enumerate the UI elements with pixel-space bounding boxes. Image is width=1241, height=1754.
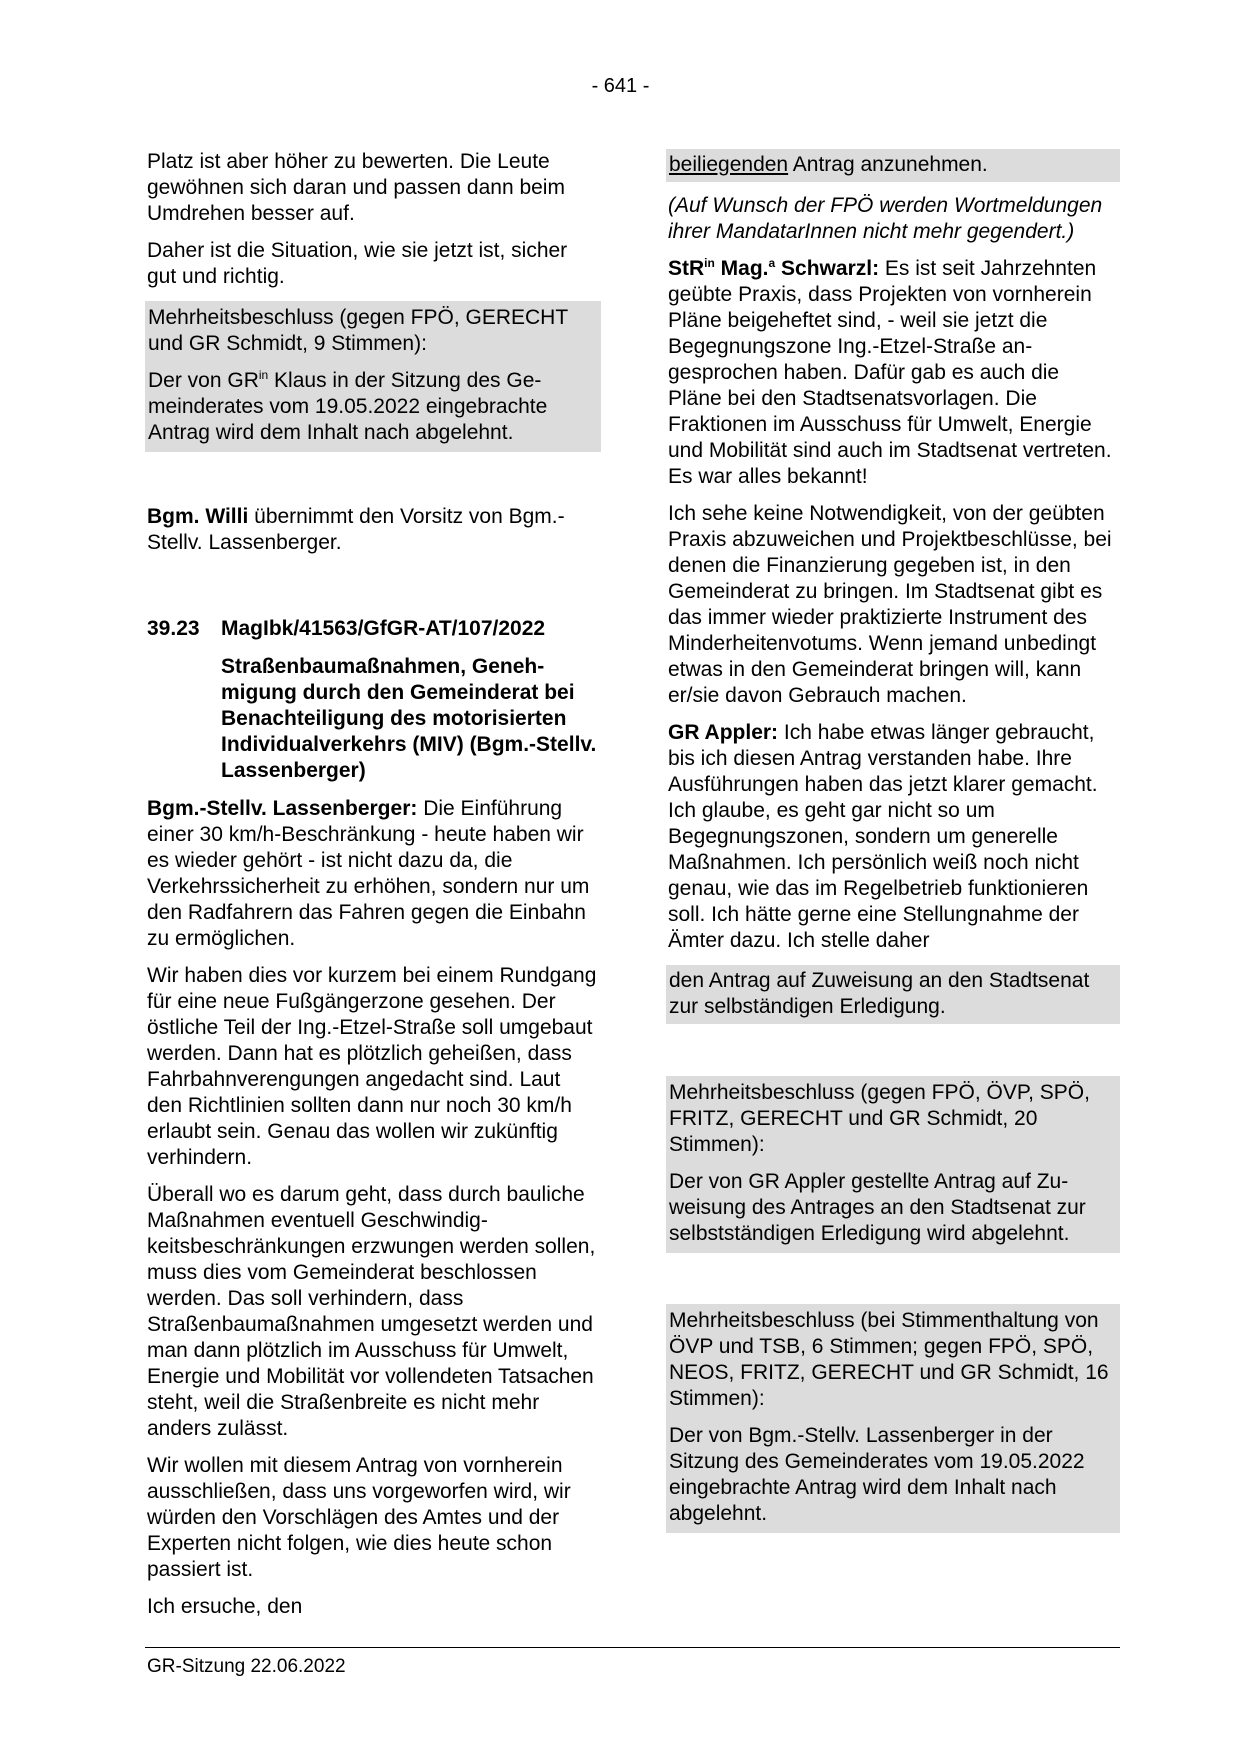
editorial-note: (Auf Wunsch der FPÖ werden Wortmeldungen ihrer MandatarInnen nicht mehr gegendert.) bbox=[668, 194, 1103, 243]
speaker-name: StR$^{in}$ Mag.$^a$ Schwarzl: bbox=[668, 256, 880, 280]
motion-text: den Antrag auf Zuweisung an den Stadtsenat zur selbständigen Erledigung. bbox=[666, 965, 1120, 1024]
decision-box bbox=[666, 1304, 1120, 1533]
page-number: - 641 - bbox=[591, 75, 650, 97]
chair-change-note: Bgm. Willi übernimmt den Vorsitz von Bgm.-Stellv. Lassenberger. bbox=[147, 505, 565, 554]
left-column bbox=[145, 149, 601, 1631]
speaker-name: GR Appler: bbox=[668, 721, 779, 744]
decision-box bbox=[145, 301, 601, 452]
decision-text: Der von GR Appler gestellte Antrag auf Zuweisung des Antrages an den Stadtsenat zur selbstständigen Erledigung wird abgelehnt. bbox=[669, 1170, 1086, 1245]
paragraph: Wir wollen mit diesem Antrag von vornherein ausschließen, dass uns vorgeworfen wird, wir würden den Vorschlägen des Amtes und der Experten nicht folgen, wie dies heute schon passiert ist. bbox=[147, 1454, 571, 1581]
speaker-name: Bgm.-Stellv. Lassenberger: bbox=[147, 797, 418, 820]
speech-paragraph: Bgm.-Stellv. Lassenberger: Die Einführung einer 30 km/h-Beschränkung - heute haben wir es wieder gehört - ist nicht dazu da, die Verkehrssicherheit zu erhöhen, sondern nur um den Radfahrern das Fahren gegen die Einbahn zu ermöglichen. bbox=[147, 797, 590, 950]
paragraph: Ich ersuche, den bbox=[147, 1595, 303, 1618]
agenda-title: Straßenbaumaßnahmen, Genehmigung durch den Gemeinderat bei Benachteiligung des motorisierten Individualverkehrs (MIV) (Bgm.-Stellv. Lassenberger) bbox=[221, 655, 597, 782]
footer-text: GR-Sitzung 22.06.2022 bbox=[147, 1656, 346, 1677]
paragraph: Platz ist aber höher zu bewerten. Die Leute gewöhnen sich daran und passen dann beim Umdrehen besser auf. bbox=[147, 150, 565, 225]
paragraph: Wir haben dies vor kurzem bei einem Rundgang für eine neue Fußgängerzone gesehen. Der östliche Teil der Ing.-Etzel-Straße soll umgebaut werden. Dann hat es plötzlich geheißen, dass Fahrbahnverengungen angedacht sind. Laut den Richtlinien sollten dann nur noch 30 km/h erlaubt sein. Genau das wollen wir zukünftig verhindern. bbox=[147, 964, 597, 1169]
agenda-number: 39.23 bbox=[147, 617, 200, 640]
agenda-item-header bbox=[145, 616, 601, 642]
agenda-reference: MagIbk/41563/GfGR-AT/107/2022 bbox=[221, 617, 546, 640]
decision-heading: Mehrheitsbeschluss (bei Stimmenthaltung von ÖVP und TSB, 6 Stimmen; gegen FPÖ, SPÖ, NEOS, FRITZ, GERECHT und GR Schmidt, 16 Stimmen): bbox=[669, 1309, 1109, 1410]
paragraph: Daher ist die Situation, wie sie jetzt ist, sicher gut und richtig. bbox=[147, 239, 568, 288]
decision-heading: Mehrheitsbeschluss (gegen FPÖ, GERECHT und GR Schmidt, 9 Stimmen): bbox=[148, 306, 568, 355]
paragraph: Überall wo es darum geht, dass durch bauliche Maßnahmen eventuell Geschwindigkeitsbeschränkungen erzwungen werden sollen, muss dies vom Gemeinderat beschlossen werden. Das soll verhindern, dass Straßenbaumaßnahmen umgesetzt werden und man dann plötzlich im Ausschuss für Umwelt, Energie und Mobilität vor vollendeten Tatsachen steht, weil die Straßenbreite es nicht mehr anders zulässt. bbox=[147, 1183, 596, 1440]
chair-name: Bgm. Willi bbox=[147, 505, 249, 528]
paragraph: Ich sehe keine Notwendigkeit, von der geübten Praxis abzuweichen und Projektbeschlüsse, bei denen die Finanzierung gegeben ist, in den Gemeinderat zu bringen. Im Stadtsenat gibt es das immer wieder praktizierte Instrument des Minderheitenvotums. Wenn jemand unbedingt etwas in den Gemeinderat bringen will, kann er/sie davon Gebrauch machen. bbox=[668, 502, 1112, 707]
right-column bbox=[666, 149, 1120, 1544]
speech-paragraph: GR Appler: Ich habe etwas länger gebraucht, bis ich diesen Antrag verstanden habe. Ihre Ausführungen haben das jetzt klarer gemacht. Ich glaube, es geht gar nicht so um Begegnungszonen, sondern um generelle Maßnahmen. Ich persönlich weiß noch nicht genau, wie das im Regelbetrieb funktionieren soll. Ich hätte gerne eine Stellungnahme der Ämter dazu. Ich stelle daher bbox=[668, 721, 1098, 952]
decision-text: Der von $GR^{in}$ Klaus in der Sitzung des Gemeinderates vom 19.05.2022 eingebrachte Antrag wird dem Inhalt nach abgelehnt. bbox=[148, 368, 548, 444]
decision-text: Der von Bgm.-Stellv. Lassenberger in der Sitzung des Gemeinderates vom 19.05.2022 eingebrachte Antrag wird dem Inhalt nach abgelehnt. bbox=[669, 1424, 1085, 1525]
decision-heading: Mehrheitsbeschluss (gegen FPÖ, ÖVP, SPÖ, FRITZ, GERECHT und GR Schmidt, 20 Stimmen): bbox=[669, 1081, 1090, 1156]
decision-box bbox=[666, 1076, 1120, 1253]
speech-paragraph: StR$^{in}$ Mag.$^a$ Schwarzl: Es ist seit Jahrzehnten geübte Praxis, dass Projekten von vornherein Pläne beigeheftet sind, - weil sie jetzt die Begegnungszone Ing.-Etzel-Straße angesprochen haben. Dafür gab es auch die Pläne bei den Stadtsenatsvorlagen. Die Fraktionen im Ausschuss für Umwelt, Energie und Mobilität sind auch im Stadtsenat vertreten. Es war alles bekannt! bbox=[668, 256, 1112, 488]
motion-continuation: beiliegenden Antrag anzunehmen. bbox=[666, 149, 1120, 182]
footer-divider bbox=[145, 1647, 1120, 1648]
